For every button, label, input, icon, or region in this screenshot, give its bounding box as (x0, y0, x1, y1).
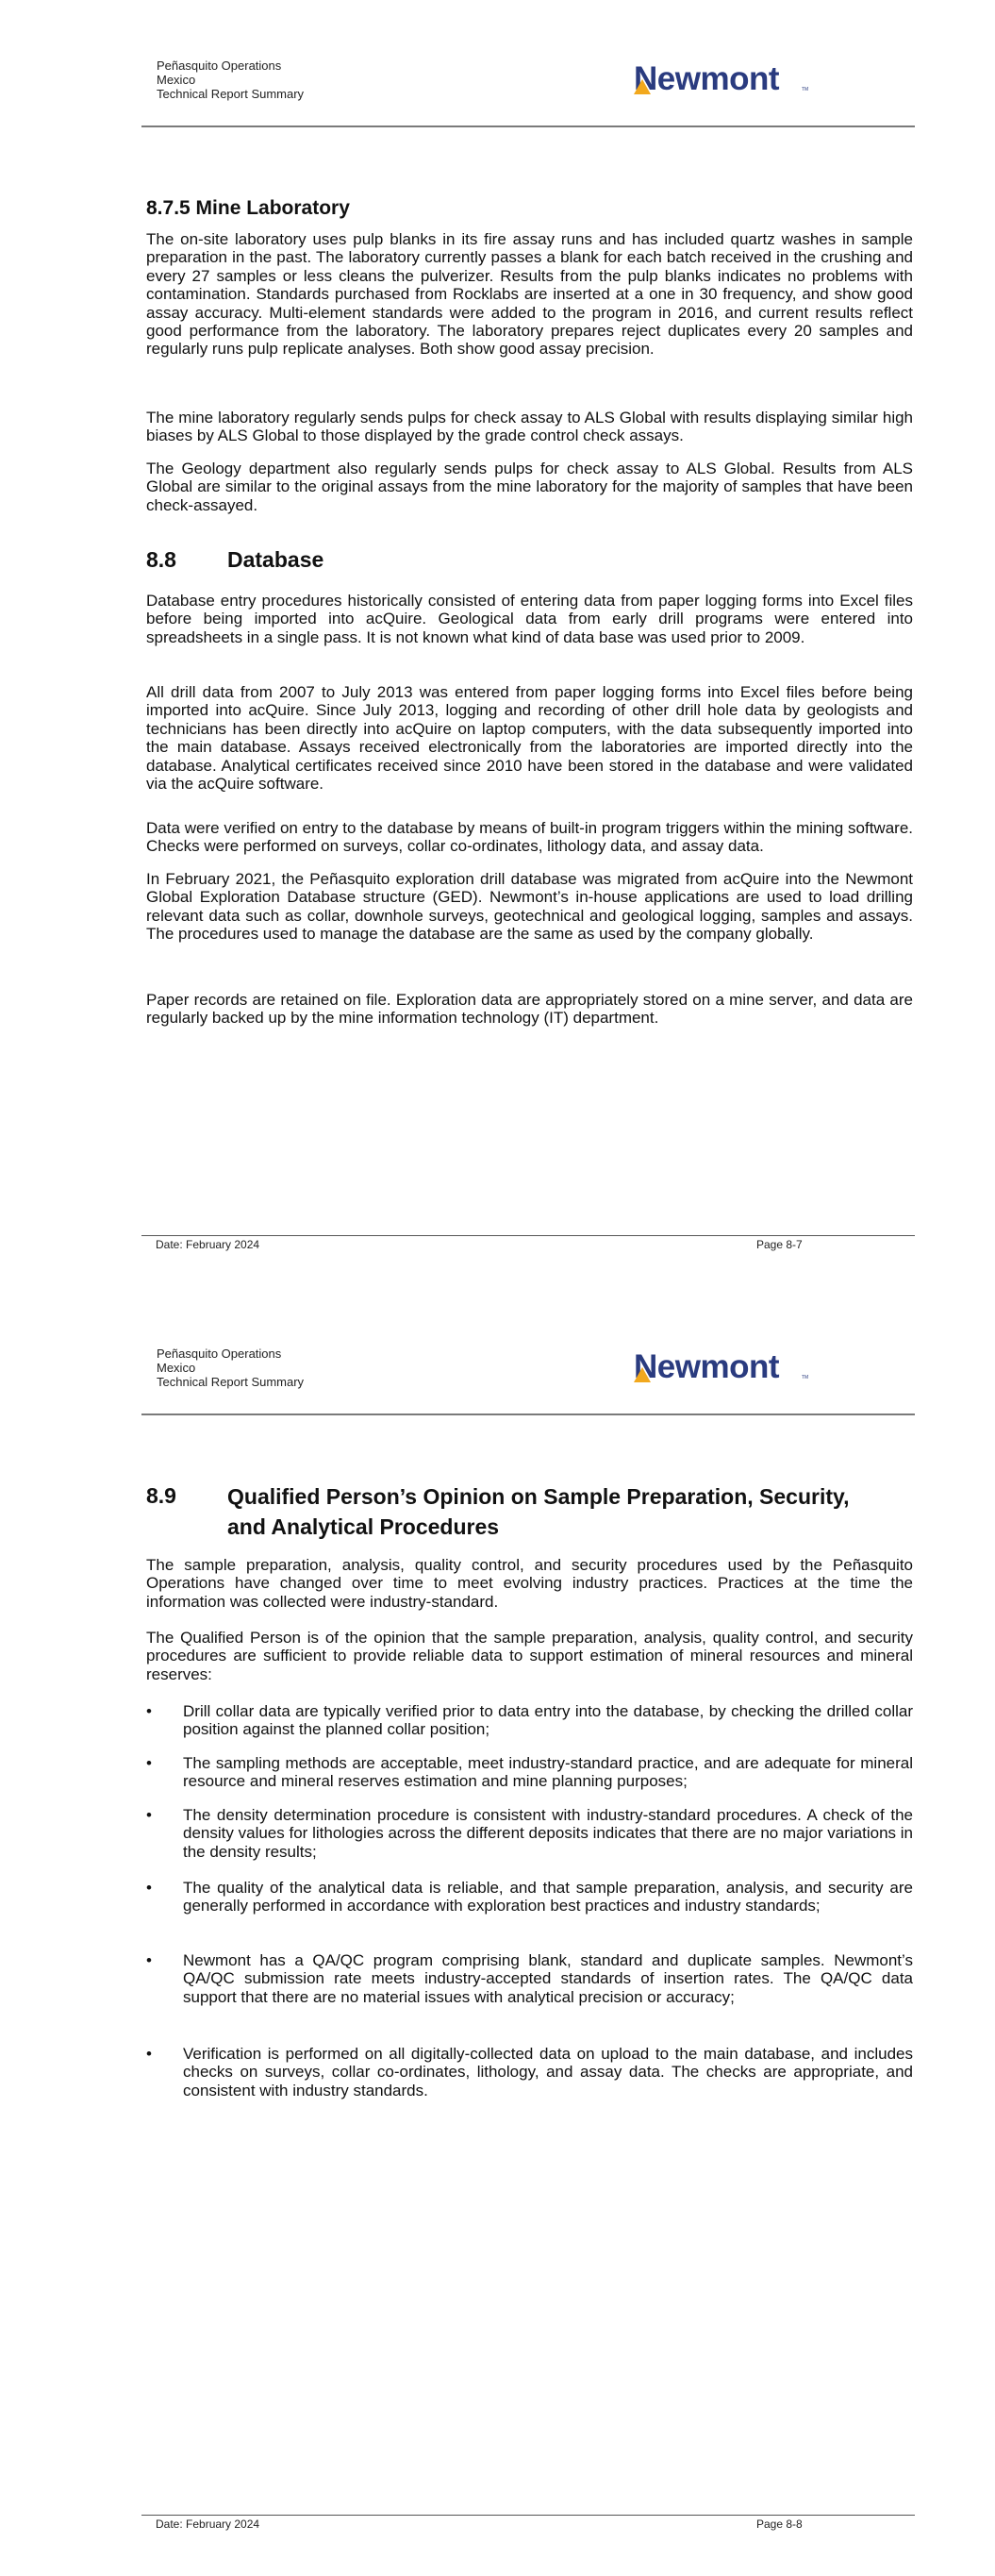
page-8-8 (0, 1288, 995, 2576)
header-report-type: Technical Report Summary (157, 87, 305, 101)
paragraph: The Qualified Person is of the opinion that the sample preparation, analysis, quality control, and security procedures are sufficient to provide reliable data to support estimation of mineral resources and mineral reserves: (146, 1629, 913, 1683)
paragraph: All drill data from 2007 to July 2013 was entered from paper logging forms into Excel files before being imported into acQuire. Since July 2013, logging and recording of other drill hole data by geologists and technicians has been directly into acQuire on laptop computers, with the data subsequently imported into the main database. Assays received electronically from the laboratories are imported directly into the database. Analytical certificates received since 2010 have been stored in the database and were validated via the acQuire software. (146, 683, 913, 794)
footer-divider (141, 1235, 915, 1236)
list-item-text: Newmont has a QA/QC program comprising blank, standard and duplicate samples. Newmont’s QA/QC submission rate meets industry-accepted standards of insertion rates. The QA/QC data support that there are no material issues with analytical precision or accuracy; (183, 1951, 913, 2006)
logo-trademark: TM (802, 1375, 809, 1380)
bullet-icon: • (146, 1879, 152, 1897)
header-operation: Peñasquito Operations (157, 1347, 282, 1361)
footer-date: Date: February 2024 (156, 2517, 260, 2531)
section-title: Qualified Person’s Opinion on Sample Preparation, Security, and Analytical Procedures (227, 1484, 850, 1539)
paragraph: The mine laboratory regularly sends pulps for check assay to ALS Global with results displaying similar high biases by ALS Global to those displayed by the grade control check assays. (146, 409, 913, 445)
paragraph: Database entry procedures historically consisted of entering data from paper logging forms into Excel files before being imported into acQuire. Geological data from early drill programs were entered into spreadsheets in a single pass. It is not known what kind of data base was used prior to 2009. (146, 592, 913, 646)
logo-wordmark: Newmont (634, 1348, 779, 1385)
section-title: Database (227, 547, 324, 572)
paragraph: Paper records are retained on file. Exploration data are appropriately stored on a mine server, and data are regularly backed up by the mine information technology (IT) department. (146, 991, 913, 1028)
logo-wordmark: Newmont (634, 60, 779, 97)
footer-divider (141, 2515, 915, 2516)
paragraph: The sample preparation, analysis, quality control, and security procedures used by the Peñasquito Operations have changed over time to meet evolving industry practices. Practices at the time the information was collected were industry-standard. (146, 1556, 913, 1611)
newmont-logo (634, 1348, 813, 1385)
paragraph: The Geology department also regularly sends pulps for check assay to ALS Global. Results from ALS Global are similar to the original assays from the mine laboratory for the majority of samples that have been check-assayed. (146, 460, 913, 514)
header-report-type: Technical Report Summary (157, 1375, 305, 1389)
paragraph: In February 2021, the Peñasquito exploration drill database was migrated from acQuire into the Newmont Global Exploration Database structure (GED). Newmont’s in-house applications are used to load drilling relevant data such as collar, downhole surveys, geotechnical and geological logging, samples and assays. The procedures used to manage the database are the same as used by the company globally. (146, 870, 913, 944)
list-item-text: Drill collar data are typically verified prior to data entry into the database, by checking the drilled collar position against the planned collar position; (183, 1702, 913, 1739)
logo-triangle-icon (634, 79, 651, 94)
header-divider (141, 125, 915, 127)
list-item-text: Verification is performed on all digitally-collected data on upload to the main database, and includes checks on surveys, collar co-ordinates, lithology, and assay data. The checks are appropriate, and consistent with industry standards. (183, 2045, 913, 2099)
report-header-text (157, 1347, 304, 1389)
section-number: 8.9 (146, 1483, 176, 1508)
bullet-icon: • (146, 1702, 152, 1720)
footer-page-number: Page 8-7 (756, 1238, 803, 1251)
footer-date: Date: February 2024 (156, 1238, 260, 1251)
logo-triangle-icon (634, 1367, 651, 1382)
paragraph: Data were verified on entry to the database by means of built-in program triggers within the mining software. Checks were performed on surveys, collar co-ordinates, lithology data, and assay data. (146, 819, 913, 856)
section-number: 8.8 (146, 547, 176, 572)
paragraph: The on-site laboratory uses pulp blanks in its fire assay runs and has included quartz washes in sample preparation in the past. The laboratory currently passes a blank for each batch received in the crushing and every 27 samples or less cleans the pulverizer. Results from the pulp blanks indicates no problems with contamination. Standards purchased from Rocklabs are inserted at a one in 30 frequency, and show good assay accuracy. Multi-element standards were added to the program in 2016, and current results reflect good performance from the laboratory. The laboratory prepares reject duplicates every 20 samples and regularly runs pulp replicate analyses. Both show good assay precision. (146, 230, 913, 359)
newmont-logo (634, 60, 813, 97)
list-item-text: The quality of the analytical data is reliable, and that sample preparation, analysis, and security are generally performed in accordance with exploration best practices and industry standards; (183, 1879, 913, 1915)
bullet-icon: • (146, 2045, 152, 2063)
bullet-icon: • (146, 1951, 152, 1969)
bullet-icon: • (146, 1806, 152, 1824)
list-item-text: The sampling methods are acceptable, meet industry-standard practice, and are adequate for mineral resource and mineral reserves estimation and mine planning purposes; (183, 1754, 913, 1791)
section-heading-8-7-5: 8.7.5 Mine Laboratory (146, 197, 350, 219)
logo-trademark: TM (802, 87, 809, 92)
bullet-icon: • (146, 1754, 152, 1772)
header-country: Mexico (157, 1361, 196, 1375)
report-header-text (157, 59, 304, 101)
list-item-text: The density determination procedure is consistent with industry-standard procedures. A check of the density values for lithologies across the different deposits indicates that there are no major variations in the density results; (183, 1806, 913, 1861)
header-operation: Peñasquito Operations (157, 59, 282, 73)
header-divider (141, 1413, 915, 1415)
header-country: Mexico (157, 73, 196, 87)
footer-page-number: Page 8-8 (756, 2517, 803, 2531)
